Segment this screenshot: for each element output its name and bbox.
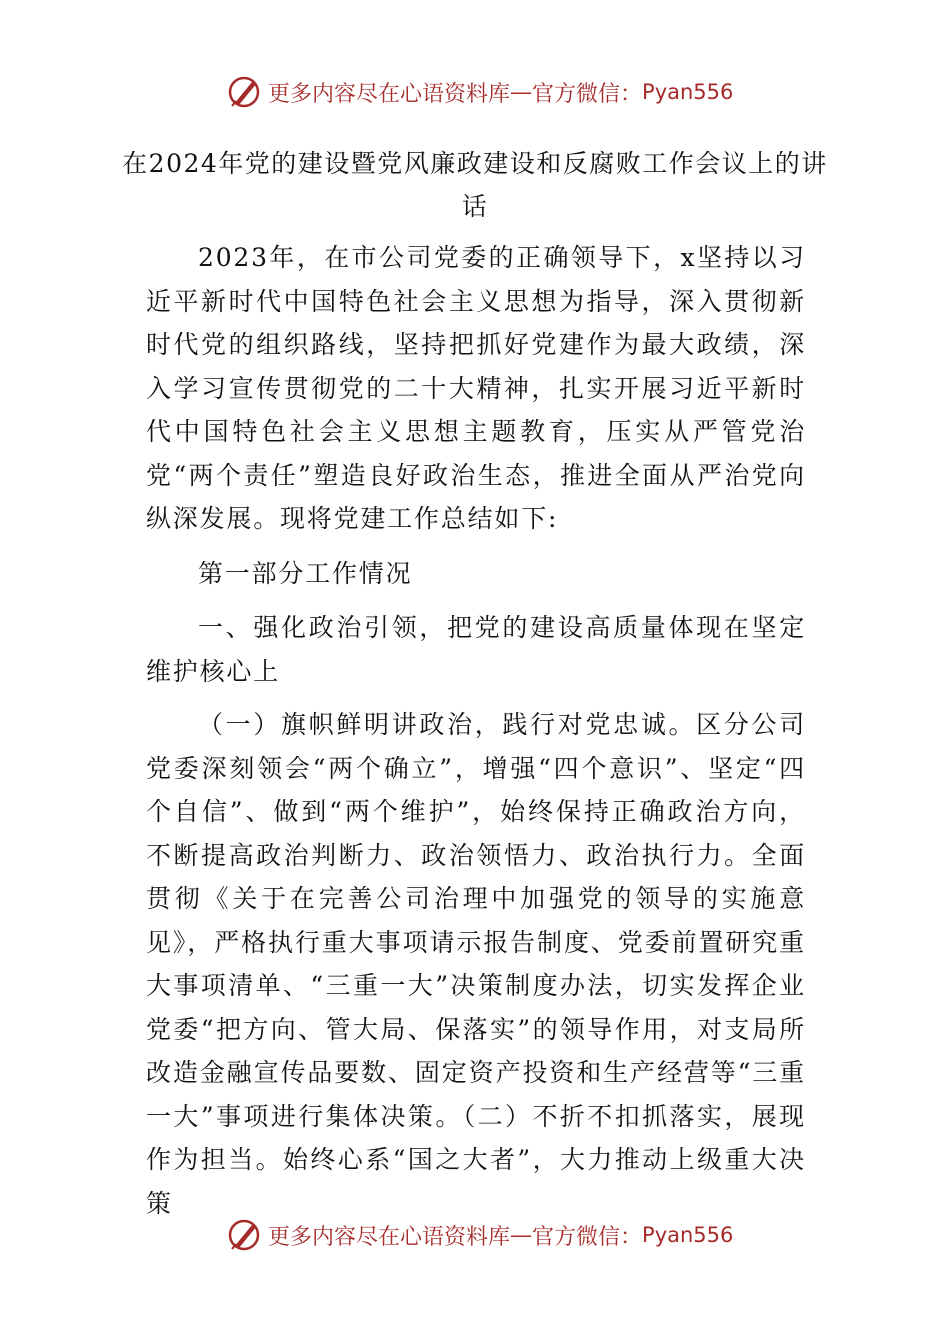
watermark-separator: — — [510, 1222, 533, 1248]
watermark-wechat-id: Pyan556 — [642, 80, 734, 104]
watermark-wechat-label: 官方微信： — [532, 81, 643, 107]
watermark-wechat-label: 官方微信： — [532, 1224, 643, 1250]
section-heading: 一、强化政治引领，把党的建设高质量体现在坚定维护核心上 — [146, 613, 806, 686]
part-heading: 第一部分工作情况 — [198, 559, 413, 588]
document-title: 在2024年党的建设暨党风廉政建设和反腐败工作会议上的讲话 — [122, 149, 828, 221]
footer-watermark — [226, 1215, 733, 1255]
watermark-separator: — — [510, 79, 533, 105]
intro-paragraph: 2023年，在市公司党委的正确领导下，x坚持以习近平新时代中国特色社会主义思想为指导，深入贯彻新时代党的组织路线，坚持把抓好党建作为最大政绩，深入学习宣传贯彻党的二十大精神，扎实开展习近平新时代中国特色社会主义思想主题教育，压实从严管党治党“两个责任”塑造良好政治生态，推进全面从严治党向纵深发展。现将党建工作总结如下: — [146, 243, 806, 533]
quill-pen-icon — [226, 74, 262, 110]
watermark-wechat-id: Pyan556 — [642, 1223, 734, 1247]
watermark-main-text: 更多内容尽在心语资料库 — [268, 81, 511, 107]
header-watermark — [226, 72, 733, 112]
watermark-main-text: 更多内容尽在心语资料库 — [268, 1224, 511, 1250]
item-paragraph: （一）旗帜鲜明讲政治，践行对党忠诚。区分公司党委深刻领会“两个确立”，增强“四个意识”、坚定“四个自信”、做到“两个维护”，始终保持正确政治方向，不断提高政治判断力、政治领悟力、政治执行力。全面贯彻《关于在完善公司治理中加强党的领导的实施意见》，严格执行重大事项请示报告制度、党委前置研究重大事项清单、“三重一大”决策制度办法，切实发挥企业党委“把方向、管大局、保落实”的领导作用，对支局所改造金融宣传品要数、固定资产投资和生产经营等“三重一大”事项进行集体决策。（二）不折不扣抓落实，展现作为担当。始终心系“国之大者”，大力推动上级重大决策 — [146, 710, 806, 1218]
quill-pen-icon — [226, 1217, 262, 1253]
